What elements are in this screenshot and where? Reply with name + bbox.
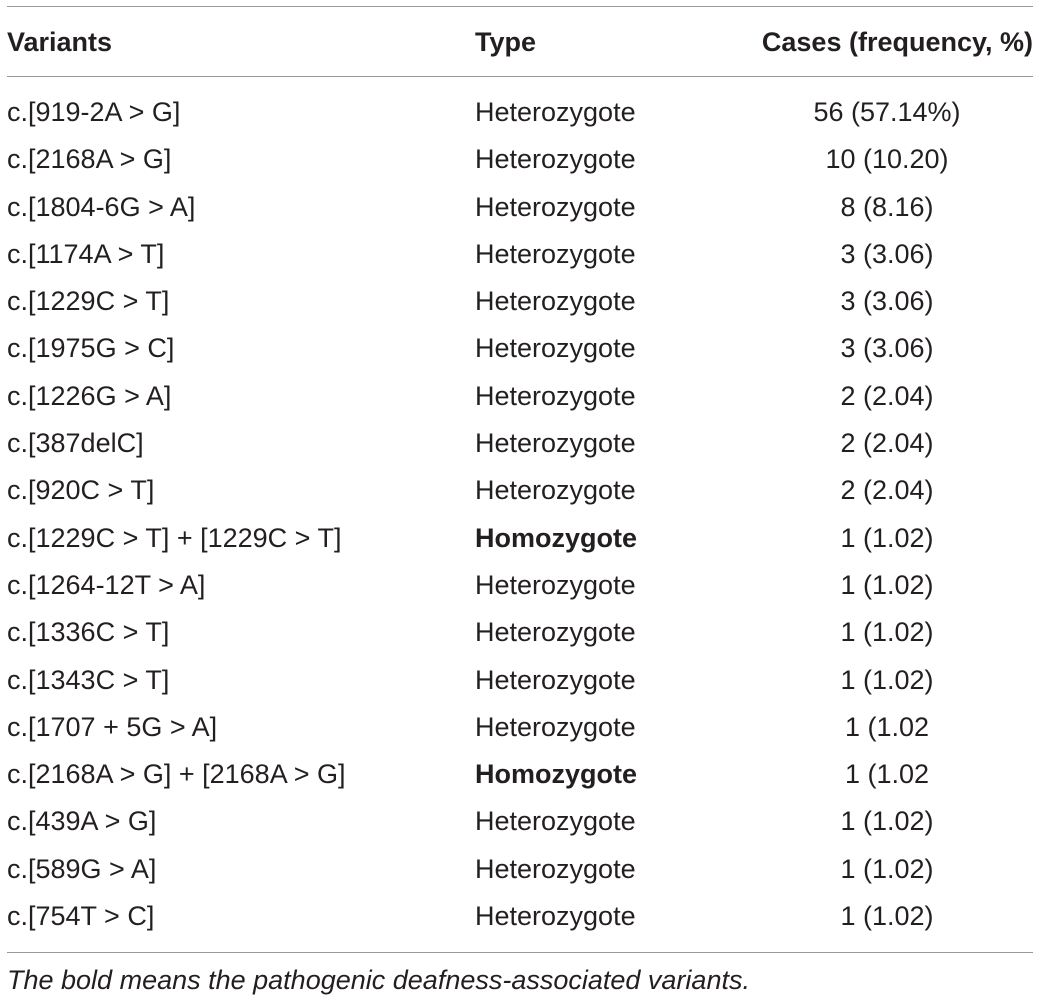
table-row [0, 420, 1040, 467]
cases-cell: 1 (1.02) [840, 569, 934, 600]
cases-cell: 1 (1.02) [840, 664, 934, 695]
table-row [0, 136, 1040, 183]
header-variants: Variants [7, 27, 113, 57]
table-row [0, 373, 1040, 420]
cases-cell: 1 (1.02) [840, 901, 934, 932]
variant-cell: c.[2168A > G] + [2168A > G] [7, 759, 346, 790]
table-row [0, 609, 1040, 656]
type-cell: Heterozygote [475, 144, 636, 175]
table-row [0, 751, 1040, 798]
cases-cell: 56 (57.14%) [813, 97, 961, 127]
table-header-rule [7, 76, 1033, 77]
cases-cell: 3 (3.06) [840, 333, 934, 364]
table-row [0, 515, 1040, 562]
cases-cell: 2 (2.04) [840, 475, 934, 506]
table-row [0, 184, 1040, 231]
table-row [0, 467, 1040, 514]
variant-cell: c.[1264-12T > A] [7, 569, 206, 600]
type-cell: Heterozygote [475, 428, 636, 459]
variant-cell: c.[1804-6G > A] [7, 191, 196, 222]
type-cell: Heterozygote [475, 617, 636, 648]
variant-cell: c.[439A > G] [7, 806, 157, 837]
variant-cell: c.[1229C > T] + [1229C > T] [7, 522, 342, 553]
cases-cell: 1 (1.02 [844, 759, 930, 790]
type-cell: Heterozygote [475, 97, 636, 127]
table-row [0, 846, 1040, 893]
cases-cell: 2 (2.04) [840, 380, 934, 411]
variant-cell: c.[589G > A] [7, 853, 157, 884]
type-cell: Heterozygote [475, 475, 636, 506]
cases-cell: 1 (1.02) [840, 853, 934, 884]
type-cell: Heterozygote [475, 380, 636, 411]
table-row [0, 893, 1040, 940]
table-footnote: The bold means the pathogenic deafness-associated variants. [7, 965, 750, 995]
variant-cell: c.[919-2A > G] [7, 97, 181, 127]
type-cell: Heterozygote [475, 569, 636, 600]
variant-cell: c.[387delC] [7, 428, 144, 459]
table-header-row [0, 20, 1040, 64]
type-cell: Homozygote [475, 759, 637, 790]
header-type: Type [475, 27, 537, 57]
table-bottom-rule [7, 952, 1033, 953]
type-cell: Homozygote [475, 522, 637, 553]
variant-cell: c.[1336C > T] [7, 617, 170, 648]
cases-cell: 3 (3.06) [840, 286, 934, 317]
variant-cell: c.[1226G > A] [7, 380, 172, 411]
variant-cell: c.[1343C > T] [7, 664, 170, 695]
type-cell: Heterozygote [475, 286, 636, 317]
type-cell: Heterozygote [475, 664, 636, 695]
cases-cell: 2 (2.04) [840, 428, 934, 459]
header-cases: Cases (frequency, %) [761, 27, 1033, 57]
variant-cell: c.[920C > T] [7, 475, 155, 506]
type-cell: Heterozygote [475, 806, 636, 837]
cases-cell: 1 (1.02) [840, 617, 934, 648]
table-row [0, 562, 1040, 609]
type-cell: Heterozygote [475, 191, 636, 222]
cases-cell: 1 (1.02 [844, 711, 930, 742]
cases-cell: 1 (1.02) [840, 522, 934, 553]
cases-cell: 10 (10.20) [825, 144, 949, 175]
table-row [0, 89, 1040, 136]
table-row [0, 231, 1040, 278]
type-cell: Heterozygote [475, 853, 636, 884]
type-cell: Heterozygote [475, 711, 636, 742]
table-row [0, 325, 1040, 372]
variant-cell: c.[754T > C] [7, 901, 155, 932]
table-row [0, 704, 1040, 751]
type-cell: Heterozygote [475, 238, 636, 269]
variant-cell: c.[1975G > C] [7, 333, 175, 364]
table-top-rule [7, 6, 1033, 7]
cases-cell: 1 (1.02) [840, 806, 934, 837]
cases-cell: 8 (8.16) [840, 191, 934, 222]
type-cell: Heterozygote [475, 333, 636, 364]
variant-cell: c.[1707 + 5G > A] [7, 711, 218, 742]
variant-cell: c.[1229C > T] [7, 286, 170, 317]
table-body [0, 89, 1040, 940]
type-cell: Heterozygote [475, 901, 636, 932]
table-row [0, 278, 1040, 325]
table-row [0, 798, 1040, 845]
variant-cell: c.[1174A > T] [7, 238, 165, 269]
table-row [0, 657, 1040, 704]
variant-cell: c.[2168A > G] [7, 144, 172, 175]
cases-cell: 3 (3.06) [840, 238, 934, 269]
